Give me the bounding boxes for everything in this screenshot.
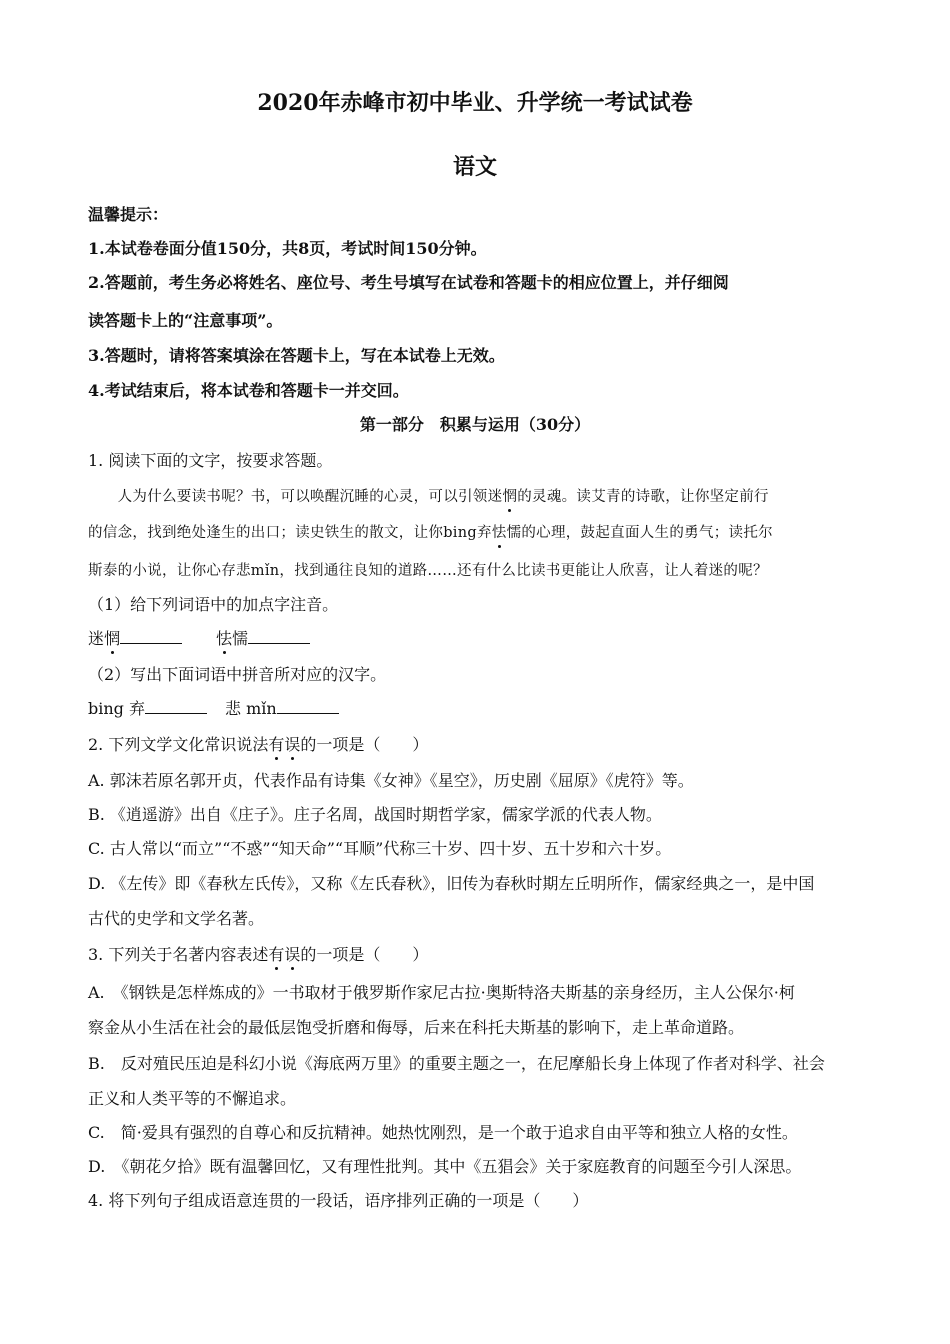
passage-line: 的信念，找到绝处逢生的出口；读史铁生的散文，让你bing弃怯懦的心理，鼓起直面人生的勇气；读托尔 [88,522,862,544]
question-3-stem: 3. 下列关于名著内容表述有误的一项是（ ） [88,945,429,964]
question-1-sub1: （1）给下列词语中的加点字注音。 [88,595,339,614]
option-c: C. 古人常以“而立”“不惑”“知天命”“耳顺”代称三十岁、四十岁、五十岁和六十岁。 [88,839,672,858]
emphasis-dot-char: 惘 [104,629,121,648]
answer-blank[interactable] [277,699,339,714]
option-d-cont: 古代的史学和文学名著。 [88,909,265,928]
notice-item: 3.答题时，请将答案填涂在答题卡上，写在本试卷上无效。 [88,346,505,365]
emphasis-dot-char: 惘 [502,486,517,508]
section-heading: 第一部分 积累与运用（30分） [359,415,591,434]
notice-item: 2.答题前，考生务必将姓名、座位号、考生号填写在试卷和答题卡的相应位置上，并仔细阅 [88,273,729,292]
subject-title: 语文 [452,154,497,180]
question-4-stem: 4. 将下列句子组成语意连贯的一段话，语序排列正确的一项是（ ） [88,1191,589,1210]
option-a: A. 《钢铁是怎样炼成的》一书取材于俄罗斯作家尼古拉·奥斯特洛夫斯基的亲身经历，主人公保尔·柯 [88,983,795,1002]
option-b: B. 《逍遥游》出自《庄子》。庄子名周，战国时期哲学家，儒家学派的代表人物。 [88,805,662,824]
hanzi-answer-row: bing 弃 悲 mǐn [88,698,862,720]
notice-item: 读答题卡上的“注意事项”。 [88,311,283,330]
option-b-cont: 正义和人类平等的不懈追求。 [88,1089,297,1108]
emphasis-dot-char: 怯 [216,629,233,648]
option-a-cont: 察金从小生活在社会的最低层饱受折磨和侮辱，后来在科托夫斯基的影响下，走上革命道路。 [88,1018,745,1037]
option-d: D. 《左传》即《春秋左氏传》，又称《左氏春秋》，旧传为春秋时期左丘明所作，儒家经典之一，是中国 [88,874,815,893]
notice-item: 1.本试卷卷面分值150分，共8页，考试时间150分钟。 [88,239,487,258]
answer-blank[interactable] [248,629,310,644]
question-1-sub2: （2）写出下面词语中拼音所对应的汉字。 [88,665,387,684]
passage-line: 人为什么要读书呢？书，可以唤醒沉睡的心灵，可以引领迷惘的灵魂。读艾青的诗歌，让你坚定前行 [88,486,862,508]
notice-item: 4.考试结束后，将本试卷和答题卡一并交回。 [88,381,409,400]
pinyin-answer-row: 迷惘 怯懦 [88,628,862,650]
passage-line: 斯泰的小说，让你心存悲mǐn，找到通往良知的道路……还有什么比读书更能让人欣喜，让人着迷的呢？ [88,563,768,579]
option-b: B. 反对殖民压迫是科幻小说《海底两万里》的重要主题之一，在尼摩船长身上体现了作者对科学、社会 [88,1054,825,1073]
option-d: D. 《朝花夕拾》既有温馨回忆，又有理性批判。其中《五猖会》关于家庭教育的问题至今引人深思。 [88,1157,802,1176]
notice-label: 温馨提示： [88,205,169,224]
emphasis-dot-char: 怯 [492,522,507,544]
exam-title: 2020年赤峰市初中毕业、升学统一考试试卷 [257,90,693,116]
question-1-stem: 1. 阅读下面的文字，按要求答题。 [88,451,333,470]
answer-blank[interactable] [120,629,182,644]
answer-blank[interactable] [145,699,207,714]
option-c: C. 简·爱具有强烈的自尊心和反抗精神。她热忱刚烈，是一个敢于追求自由平等和独立人格的女性。 [88,1123,798,1142]
question-2-stem: 2. 下列文学文化常识说法有误的一项是（ ） [88,735,429,754]
option-a: A. 郭沫若原名郭开贞，代表作品有诗集《女神》《星空》，历史剧《屈原》《虎符》等。 [88,771,694,790]
